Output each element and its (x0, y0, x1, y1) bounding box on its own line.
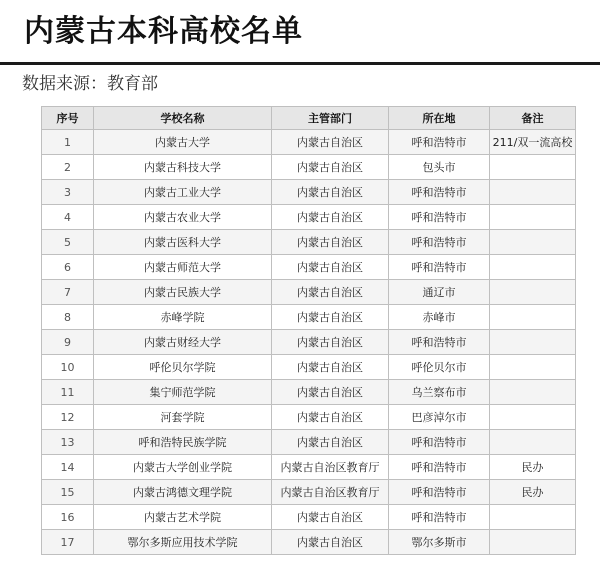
cell-school-name: 呼伦贝尔学院 (94, 355, 272, 380)
table-row (42, 180, 576, 205)
cell-location: 呼和浩特市 (389, 180, 490, 205)
cell-location: 呼和浩特市 (389, 230, 490, 255)
header-school-name: 学校名称 (94, 107, 272, 130)
cell-note (490, 430, 576, 455)
cell-school-name: 内蒙古大学 (94, 130, 272, 155)
cell-index: 17 (42, 530, 94, 555)
universities-table-container (41, 106, 575, 555)
cell-school-name: 内蒙古医科大学 (94, 230, 272, 255)
header-department: 主管部门 (272, 107, 389, 130)
header-note: 备注 (490, 107, 576, 130)
cell-school-name: 鄂尔多斯应用技术学院 (94, 530, 272, 555)
cell-index: 16 (42, 505, 94, 530)
cell-index: 11 (42, 380, 94, 405)
cell-index: 1 (42, 130, 94, 155)
cell-location: 呼和浩特市 (389, 430, 490, 455)
cell-note (490, 255, 576, 280)
cell-index: 8 (42, 305, 94, 330)
cell-department: 内蒙古自治区 (272, 255, 389, 280)
cell-location: 呼伦贝尔市 (389, 355, 490, 380)
cell-index: 15 (42, 480, 94, 505)
table-row (42, 130, 576, 155)
cell-note: 民办 (490, 480, 576, 505)
cell-index: 13 (42, 430, 94, 455)
cell-location: 包头市 (389, 155, 490, 180)
cell-note (490, 530, 576, 555)
cell-school-name: 河套学院 (94, 405, 272, 430)
cell-note (490, 205, 576, 230)
cell-location: 赤峰市 (389, 305, 490, 330)
cell-location: 巴彦淖尔市 (389, 405, 490, 430)
table-row (42, 455, 576, 480)
cell-note (490, 405, 576, 430)
cell-school-name: 内蒙古艺术学院 (94, 505, 272, 530)
cell-school-name: 呼和浩特民族学院 (94, 430, 272, 455)
cell-school-name: 内蒙古大学创业学院 (94, 455, 272, 480)
cell-note (490, 355, 576, 380)
cell-department: 内蒙古自治区 (272, 505, 389, 530)
cell-department: 内蒙古自治区 (272, 330, 389, 355)
cell-location: 呼和浩特市 (389, 455, 490, 480)
cell-department: 内蒙古自治区教育厅 (272, 455, 389, 480)
cell-index: 3 (42, 180, 94, 205)
table-row (42, 480, 576, 505)
cell-note (490, 180, 576, 205)
table-row (42, 380, 576, 405)
table-row (42, 205, 576, 230)
cell-location: 呼和浩特市 (389, 205, 490, 230)
cell-department: 内蒙古自治区 (272, 380, 389, 405)
table-row (42, 280, 576, 305)
cell-index: 7 (42, 280, 94, 305)
table-header-row (42, 107, 576, 130)
cell-department: 内蒙古自治区 (272, 155, 389, 180)
cell-location: 鄂尔多斯市 (389, 530, 490, 555)
cell-note: 民办 (490, 455, 576, 480)
cell-location: 呼和浩特市 (389, 480, 490, 505)
cell-index: 9 (42, 330, 94, 355)
cell-location: 呼和浩特市 (389, 330, 490, 355)
cell-school-name: 赤峰学院 (94, 305, 272, 330)
cell-school-name: 集宁师范学院 (94, 380, 272, 405)
table-row (42, 530, 576, 555)
cell-school-name: 内蒙古民族大学 (94, 280, 272, 305)
cell-index: 10 (42, 355, 94, 380)
cell-department: 内蒙古自治区 (272, 405, 389, 430)
cell-school-name: 内蒙古鸿德文理学院 (94, 480, 272, 505)
cell-department: 内蒙古自治区 (272, 530, 389, 555)
cell-index: 12 (42, 405, 94, 430)
table-row (42, 430, 576, 455)
cell-department: 内蒙古自治区 (272, 280, 389, 305)
table-body (42, 130, 576, 555)
table-row (42, 305, 576, 330)
cell-note (490, 155, 576, 180)
cell-note (490, 280, 576, 305)
cell-index: 5 (42, 230, 94, 255)
cell-note (490, 305, 576, 330)
cell-note (490, 230, 576, 255)
cell-school-name: 内蒙古科技大学 (94, 155, 272, 180)
cell-department: 内蒙古自治区教育厅 (272, 480, 389, 505)
cell-location: 乌兰察布市 (389, 380, 490, 405)
cell-school-name: 内蒙古工业大学 (94, 180, 272, 205)
table-row (42, 405, 576, 430)
cell-note: 211/双一流高校 (490, 130, 576, 155)
table-row (42, 505, 576, 530)
table-row (42, 330, 576, 355)
cell-index: 6 (42, 255, 94, 280)
cell-department: 内蒙古自治区 (272, 205, 389, 230)
universities-table (41, 106, 576, 555)
cell-index: 2 (42, 155, 94, 180)
cell-location: 通辽市 (389, 280, 490, 305)
data-source-caption: 数据来源：教育部 (22, 74, 158, 94)
cell-department: 内蒙古自治区 (272, 355, 389, 380)
cell-location: 呼和浩特市 (389, 505, 490, 530)
cell-location: 呼和浩特市 (389, 255, 490, 280)
table-row (42, 230, 576, 255)
cell-note (490, 505, 576, 530)
header-location: 所在地 (389, 107, 490, 130)
page-title: 内蒙古本科高校名单 (24, 14, 303, 49)
cell-school-name: 内蒙古财经大学 (94, 330, 272, 355)
table-row (42, 355, 576, 380)
cell-index: 4 (42, 205, 94, 230)
cell-school-name: 内蒙古农业大学 (94, 205, 272, 230)
cell-school-name: 内蒙古师范大学 (94, 255, 272, 280)
title-divider (0, 62, 600, 65)
header-index: 序号 (42, 107, 94, 130)
table-row (42, 255, 576, 280)
cell-location: 呼和浩特市 (389, 130, 490, 155)
cell-department: 内蒙古自治区 (272, 130, 389, 155)
cell-note (490, 380, 576, 405)
cell-department: 内蒙古自治区 (272, 230, 389, 255)
cell-note (490, 330, 576, 355)
table-row (42, 155, 576, 180)
cell-department: 内蒙古自治区 (272, 430, 389, 455)
cell-index: 14 (42, 455, 94, 480)
cell-department: 内蒙古自治区 (272, 180, 389, 205)
cell-department: 内蒙古自治区 (272, 305, 389, 330)
